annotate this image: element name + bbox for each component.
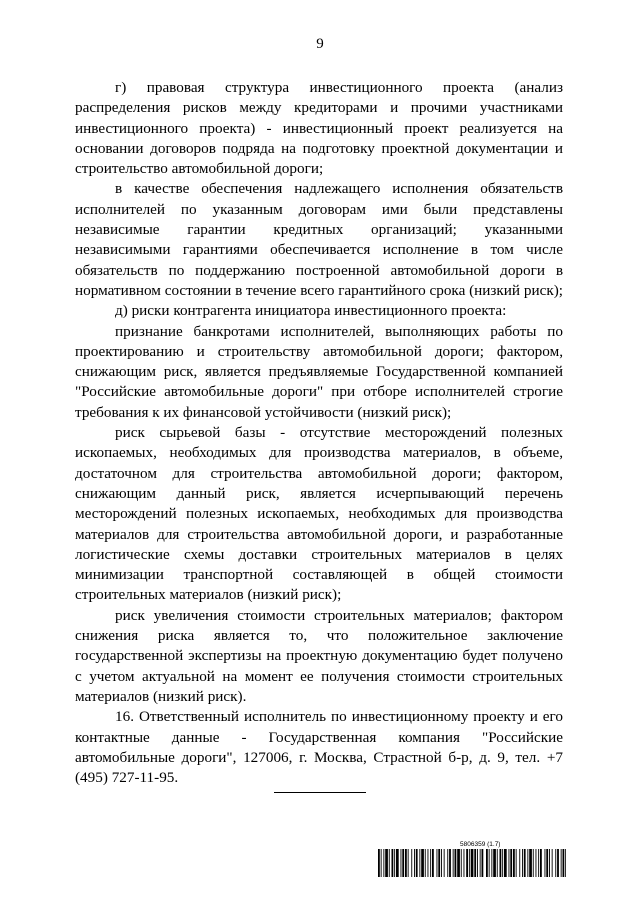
- barcode-bar: [497, 849, 498, 877]
- barcode-bar: [464, 849, 465, 877]
- barcode-bar: [428, 849, 429, 877]
- barcode-bar: [455, 849, 457, 877]
- barcode-bar: [394, 849, 395, 877]
- barcode-bar: [378, 849, 380, 877]
- barcode-bar: [545, 849, 546, 877]
- barcode-bar: [402, 849, 404, 877]
- barcode-bar: [563, 849, 565, 877]
- barcode-bar: [411, 849, 412, 877]
- barcode-bar: [416, 849, 418, 877]
- barcode-bar: [421, 849, 424, 877]
- barcode-bar: [519, 849, 520, 877]
- barcode-bar: [447, 849, 448, 877]
- paragraph-legal-structure: г) правовая структура инвестиционного проекта (анализ распределения рисков между кредиторами и прочими участниками инвестиционного проекта) - инвестиционный проект реализуется на основании договоров подряда на подготовку проектной документации и строительство автомобильной дороги;: [75, 79, 563, 178]
- document-code: 5806359 (1.7): [460, 841, 501, 848]
- barcode-bar: [489, 849, 490, 877]
- barcode-bar: [392, 849, 394, 877]
- barcode-bar: [513, 849, 515, 877]
- barcode-bar: [540, 849, 542, 877]
- barcode-bar: [516, 849, 517, 877]
- barcode-bar: [480, 849, 481, 877]
- barcode-bar: [474, 849, 476, 877]
- barcode-bar: [469, 849, 470, 877]
- barcode-bar: [504, 849, 507, 877]
- barcode-bar: [538, 849, 539, 877]
- barcode-bar: [477, 849, 478, 877]
- barcode-bar: [491, 849, 492, 877]
- barcode-bar: [524, 849, 526, 877]
- barcode-bar: [493, 849, 496, 877]
- barcode-bar: [438, 849, 440, 877]
- barcode-bar: [502, 849, 503, 877]
- barcode-bar: [396, 849, 399, 877]
- barcode-bar: [430, 849, 431, 877]
- barcode-bar: [561, 849, 562, 877]
- barcode-bar: [449, 849, 451, 877]
- barcode-bar: [425, 849, 426, 877]
- paragraph-guarantees: в качестве обеспечения надлежащего исполнения обязательств исполнителей по указанным договорам ими были представлены независимые гарантии кредитных организаций; указанными независимыми гарантиями обеспечивается исполнение в том числе обязательств по поддержанию построенной автомобильной дороги в нормативном состоянии в течение всего гарантийного срока (низкий риск);: [75, 180, 563, 299]
- barcode-icon: [378, 849, 566, 877]
- barcode-bar: [461, 849, 462, 877]
- barcode-bar: [552, 849, 553, 877]
- barcode-bar: [522, 849, 523, 877]
- barcode-bar: [565, 849, 566, 877]
- barcode-bar: [527, 849, 528, 877]
- barcode-bar: [419, 849, 420, 877]
- barcode-bar: [444, 849, 445, 877]
- barcode-bar: [414, 849, 415, 877]
- barcode-bar: [510, 849, 512, 877]
- barcode-bar: [437, 849, 438, 877]
- paragraph-counterparty-risks: д) риски контрагента инициатора инвестиционного проекта:: [115, 302, 507, 320]
- barcode-bar: [389, 849, 390, 877]
- end-divider: [274, 792, 366, 793]
- paragraph-raw-material-risk: риск сырьевой базы - отсутствие месторождений полезных ископаемых, необходимых для производства материалов, в объеме, достаточном для строительства автомобильной дороги; фактором, снижающим данный риск, является исчерпывающий перечень месторождений полезных ископаемых, необходимых для производства материалов для строительства автомобильной дороги, и разработанные логистические схемы доставки строительных материалов в целях минимизации транспортной составляющей в общей стоимости строительных материалов (низкий риск);: [75, 424, 563, 604]
- page-number: 9: [316, 36, 324, 52]
- barcode-bar: [401, 849, 402, 877]
- barcode-bar: [457, 849, 460, 877]
- paragraph-responsible-executor: 16. Ответственный исполнитель по инвестиционному проекту и его контактные данные - Государственная компания "Российские автомобильные дороги", 127006, г. Москва, Страстной б-р, д. 9, тел. +7 (495) 727-11-95.: [75, 708, 563, 787]
- barcode-bar: [471, 849, 474, 877]
- barcode-bar: [408, 849, 409, 877]
- barcode-bar: [509, 849, 510, 877]
- barcode-bar: [385, 849, 388, 877]
- barcode-bar: [466, 849, 468, 877]
- barcode-bar: [500, 849, 502, 877]
- barcode-bar: [453, 849, 454, 877]
- barcode-bar: [482, 849, 484, 877]
- barcode-bar: [529, 849, 532, 877]
- barcode-bar: [381, 849, 382, 877]
- barcode-bar: [546, 849, 548, 877]
- barcode-bar: [405, 849, 407, 877]
- barcode-bar: [536, 849, 537, 877]
- barcode-bar: [432, 849, 434, 877]
- paragraph-bankruptcy-risk: признание банкротами исполнителей, выполняющих работы по проектированию и строительству автомобильной дороги; фактором, снижающим риск, является предъявляемые Государственной компанией "Российские автомобильные дороги" при отборе исполнителей строгие требования к их финансовой устойчивости (низкий риск);: [75, 322, 563, 421]
- barcode-bar: [383, 849, 384, 877]
- barcode-bar: [486, 849, 488, 877]
- document-body: [75, 78, 563, 788]
- barcode-bar: [557, 849, 559, 877]
- barcode-bar: [549, 849, 550, 877]
- barcode-bar: [533, 849, 534, 877]
- barcode-bar: [441, 849, 442, 877]
- paragraph-cost-increase-risk: риск увеличения стоимости строительных материалов; фактором снижения риска является то, что положительное заключение государственной экспертизы на проектную документацию будет получено с учетом актуальной на момент ее получения стоимости строительных материалов (низкий риск).: [75, 606, 563, 705]
- barcode-bar: [555, 849, 556, 877]
